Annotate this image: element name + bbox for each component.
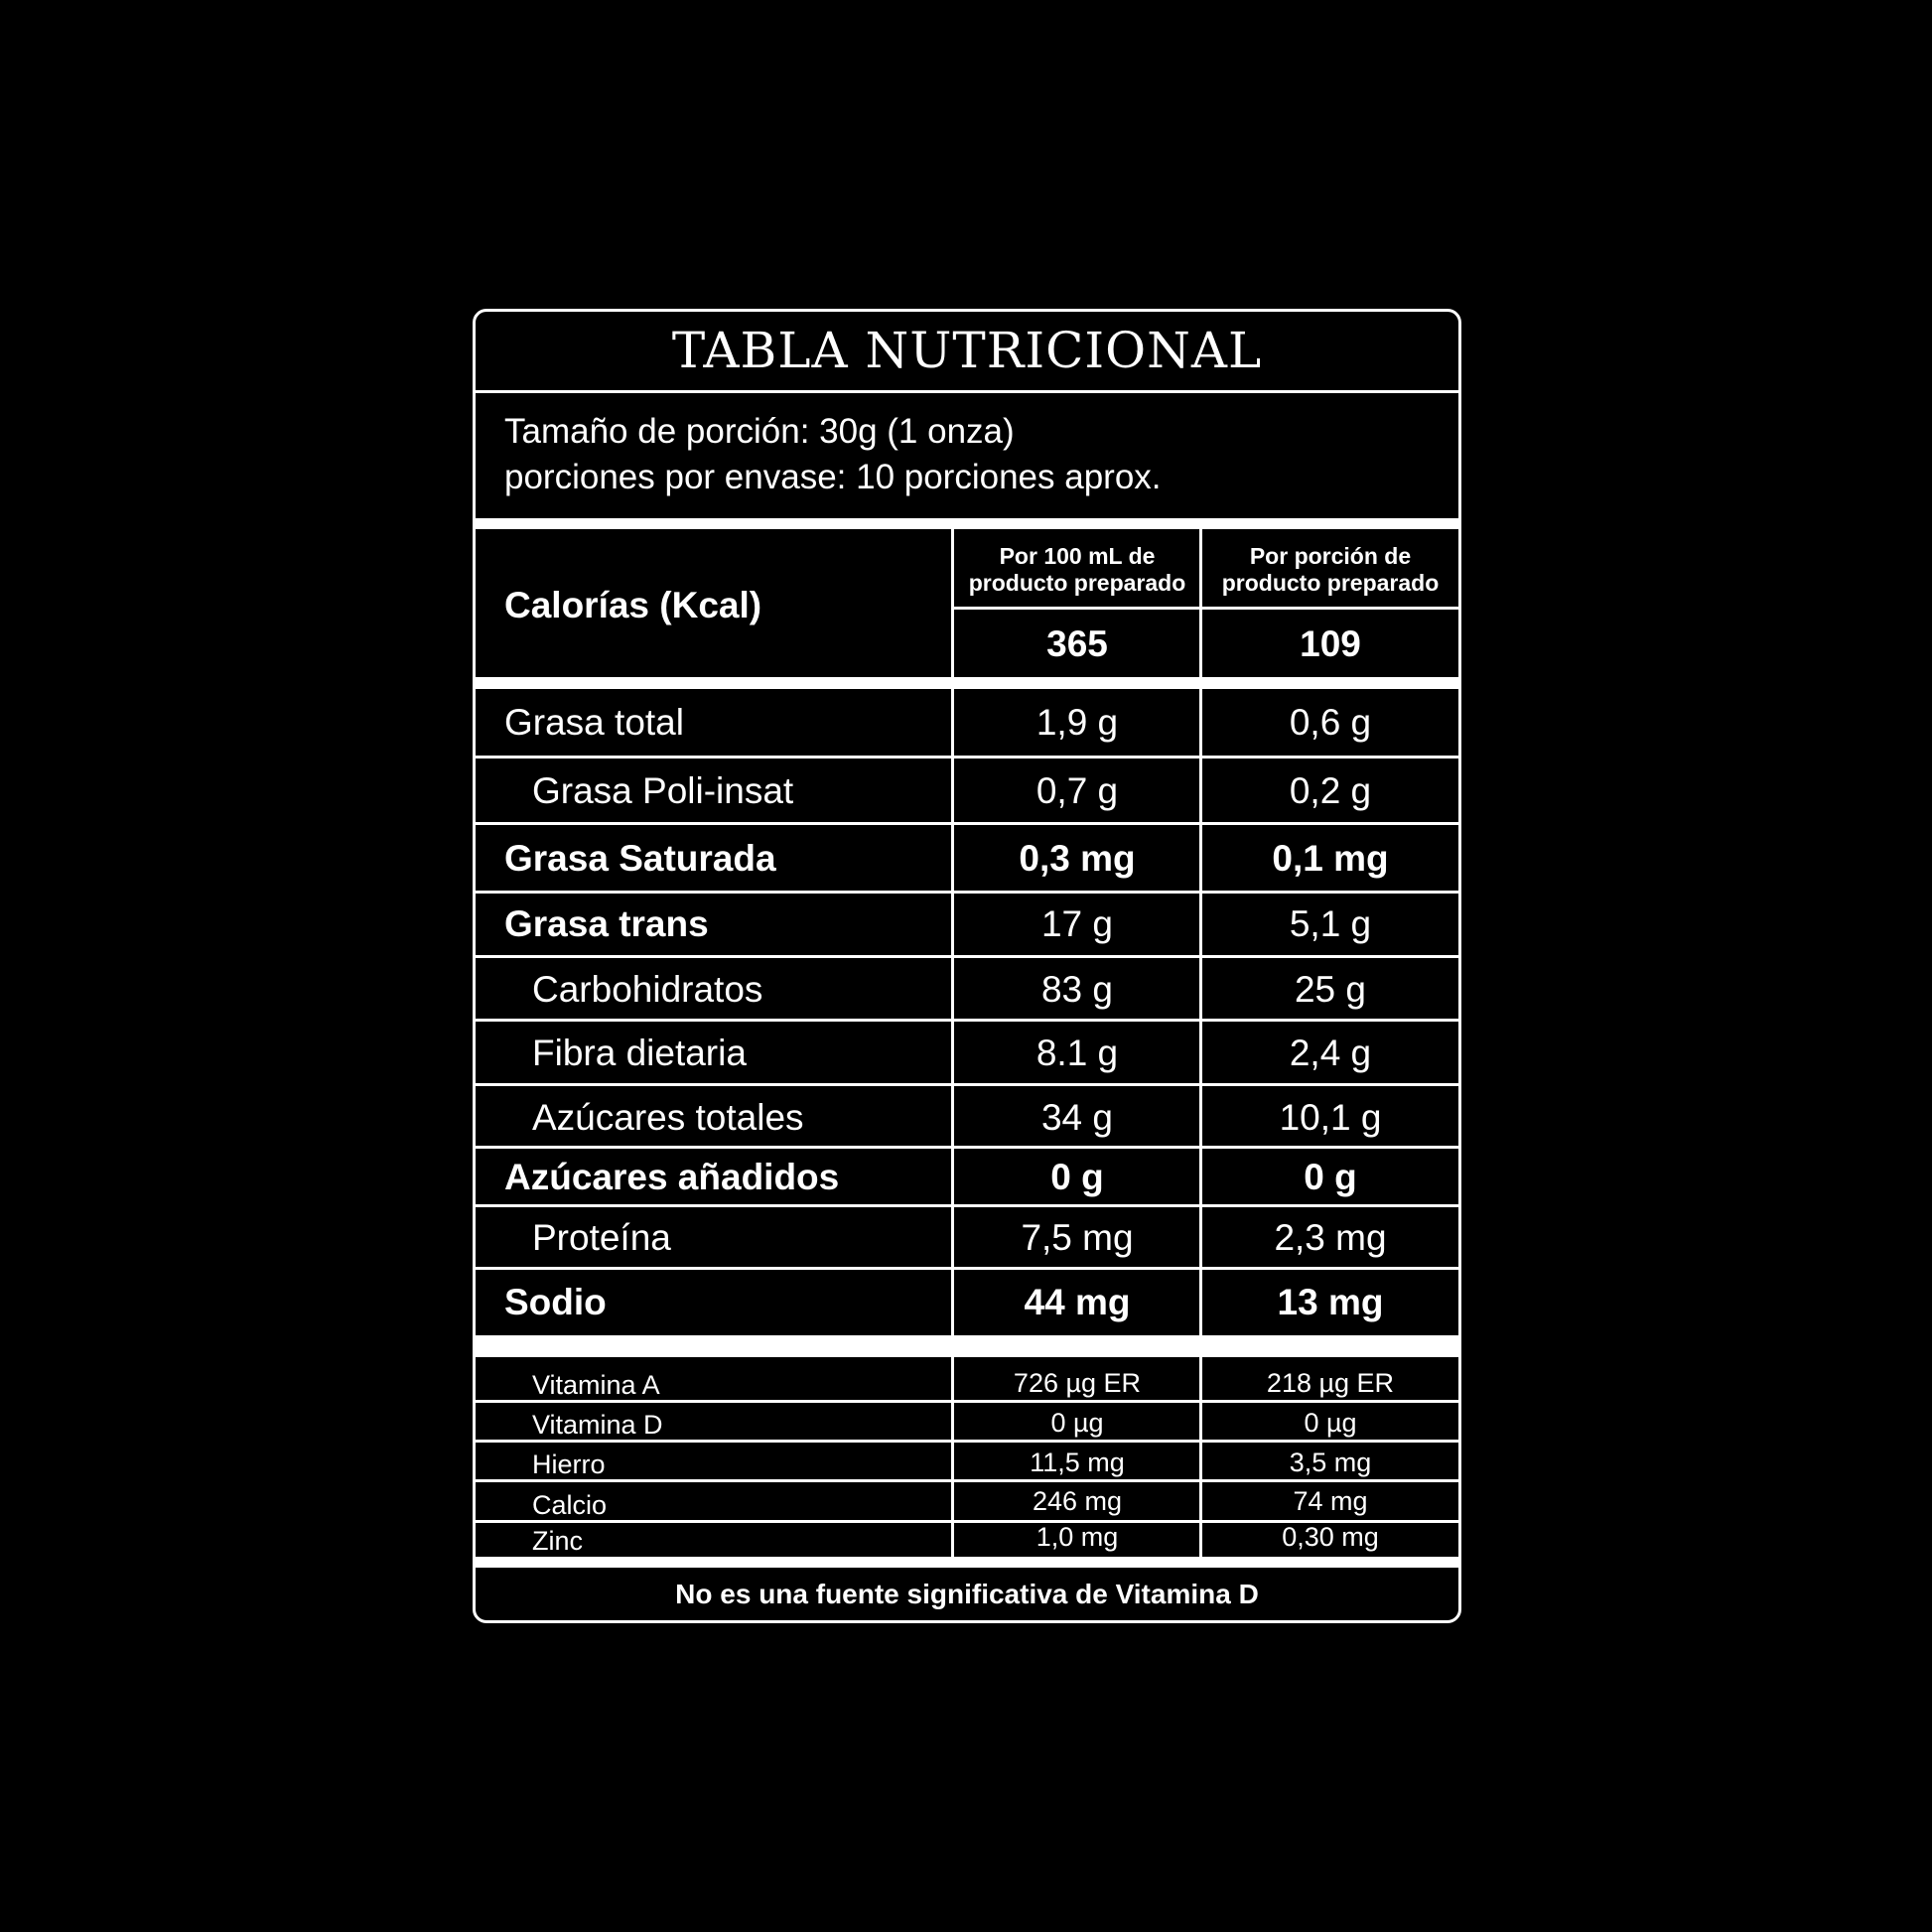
micro-label-calcio: Calcio	[532, 1489, 608, 1520]
divider-title	[473, 390, 1461, 393]
nutrient-perportion-azucares-totales: 10,1 g	[1279, 1096, 1382, 1138]
nutrient-label-sodio: Sodio	[504, 1282, 607, 1322]
micro-perportion-vitamina-a: 218 µg ER	[1266, 1367, 1395, 1398]
column-header-perportion-line2: producto preparado	[1221, 570, 1440, 596]
micro-per100-hierro: 11,5 mg	[1030, 1447, 1125, 1477]
micro-perportion-vitamina-d: 0 µg	[1304, 1407, 1357, 1438]
micro-label-vitamina-d: Vitamina D	[532, 1409, 663, 1440]
micro-perportion-zinc: 0,30 mg	[1282, 1521, 1379, 1552]
nutrient-perportion-carbohidratos: 25 g	[1294, 968, 1366, 1010]
footer-note: No es una fuente significativa de Vitamina D	[675, 1579, 1259, 1609]
nutrient-per100-azucares-totales: 34 g	[1040, 1096, 1113, 1138]
nutrient-perportion-grasa-saturada: 0,1 mg	[1272, 837, 1389, 879]
column-header-perportion	[1202, 531, 1458, 609]
calories-perportion: 109	[1300, 623, 1361, 664]
nutrient-perportion-grasa-trans: 5,1 g	[1289, 903, 1372, 944]
column-header-per100-line2: producto preparado	[968, 570, 1186, 596]
micro-per100-zinc: 1,0 mg	[1035, 1521, 1119, 1552]
nutrient-perportion-proteina: 2,3 mg	[1274, 1217, 1387, 1258]
calories-label: Calorías (Kcal)	[504, 585, 762, 625]
nutrient-per100-grasa-saturada: 0,3 mg	[1019, 837, 1136, 879]
nutrient-perportion-azucares-anadidos: 0 g	[1304, 1157, 1357, 1197]
nutrient-perportion-fibra: 2,4 g	[1289, 1032, 1372, 1073]
nutrient-label-carbohidratos: Carbohidratos	[532, 968, 763, 1010]
micro-perportion-hierro: 3,5 mg	[1289, 1447, 1372, 1477]
table-title: TABLA NUTRICIONAL	[671, 322, 1263, 379]
calories-per100: 365	[1046, 623, 1108, 664]
column-header-per100	[953, 531, 1201, 609]
nutrient-perportion-grasa-poli: 0,2 g	[1289, 770, 1372, 811]
nutrient-label-grasa-poli: Grasa Poli-insat	[532, 770, 794, 811]
nutrient-label-fibra: Fibra dietaria	[532, 1032, 747, 1073]
nutrient-perportion-grasa-total: 0,6 g	[1289, 702, 1372, 743]
nutrient-label-azucares-totales: Azúcares totales	[532, 1096, 804, 1138]
nutrient-per100-carbohidratos: 83 g	[1040, 968, 1113, 1010]
nutrient-label-grasa-trans: Grasa trans	[504, 903, 709, 944]
micro-label-zinc: Zinc	[532, 1525, 584, 1556]
column-header-perportion-line1: Por porción de	[1249, 543, 1412, 569]
servings-per-package: porciones por envase: 10 porciones aprox.	[504, 458, 1162, 496]
nutrient-label-grasa-total: Grasa total	[504, 702, 684, 743]
thick-divider-footer	[473, 1557, 1461, 1568]
micro-perportion-calcio: 74 mg	[1293, 1485, 1368, 1516]
thick-divider-calories	[473, 677, 1461, 689]
row-divider	[473, 1440, 1461, 1443]
nutrient-per100-grasa-total: 1,9 g	[1035, 702, 1119, 743]
micro-label-vitamina-a: Vitamina A	[532, 1369, 660, 1400]
nutrient-per100-proteina: 7,5 mg	[1021, 1217, 1134, 1258]
nutrient-per100-fibra: 8.1 g	[1035, 1032, 1119, 1073]
nutrient-per100-azucares-anadidos: 0 g	[1050, 1157, 1104, 1197]
nutrient-label-azucares-anadidos: Azúcares añadidos	[504, 1157, 840, 1197]
nutrient-perportion-sodio: 13 mg	[1277, 1282, 1384, 1322]
row-divider	[473, 1400, 1461, 1403]
nutrient-per100-grasa-trans: 17 g	[1040, 903, 1113, 944]
nutrient-label-grasa-saturada: Grasa Saturada	[504, 837, 776, 879]
thick-divider-serving	[473, 518, 1461, 529]
row-divider	[473, 1479, 1461, 1482]
nutrient-label-proteina: Proteína	[532, 1217, 671, 1258]
thick-divider-macros	[473, 1335, 1461, 1357]
column-header-per100-line1: Por 100 mL de	[999, 543, 1156, 569]
micro-per100-vitamina-d: 0 µg	[1050, 1407, 1104, 1438]
nutrient-per100-grasa-poli: 0,7 g	[1035, 770, 1119, 811]
nutrient-per100-sodio: 44 mg	[1024, 1282, 1131, 1322]
micro-per100-calcio: 246 mg	[1032, 1485, 1123, 1516]
micro-per100-vitamina-a: 726 µg ER	[1013, 1367, 1142, 1398]
serving-size: Tamaño de porción: 30g (1 onza)	[504, 412, 1015, 451]
micro-label-hierro: Hierro	[532, 1449, 606, 1479]
